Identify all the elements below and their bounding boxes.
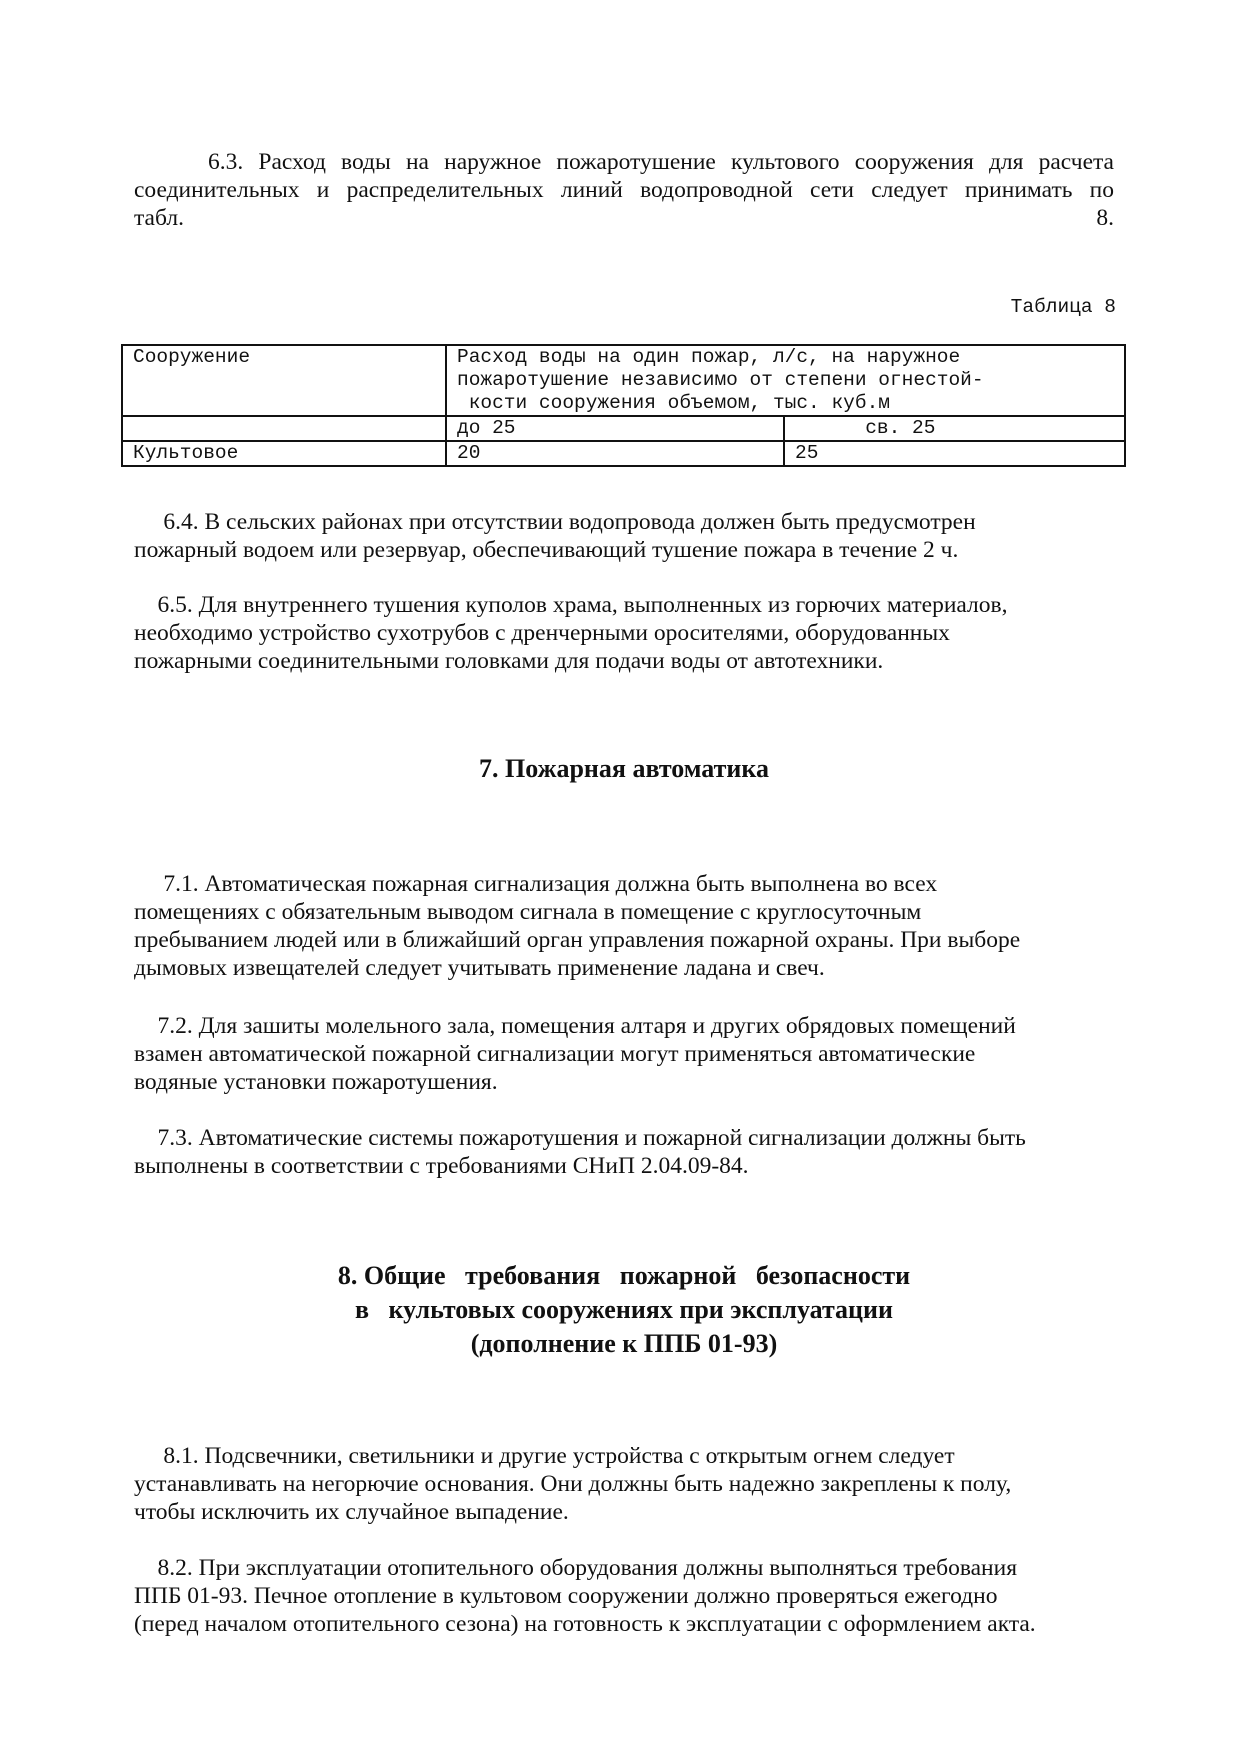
header-line: пожаротушение независимо от степени огнестой- <box>457 369 984 391</box>
paragraph-6-3 <box>134 148 1114 232</box>
table-cell: до 25 <box>446 416 784 441</box>
table-cell: Культовое <box>122 441 446 466</box>
section-8-heading <box>134 1259 1114 1361</box>
paragraph-6-4 <box>134 508 1114 564</box>
paragraph-8-2 <box>134 1554 1114 1638</box>
paragraph-line: необходимо устройство сухотрубов с дренчерными оросителями, оборудованных <box>134 620 950 646</box>
paragraph-line: 8.2. При эксплуатации отопительного оборудования должны выполняться требования <box>134 1555 1018 1581</box>
paragraph-line: 7.2. Для зашиты молельного зала, помещения алтаря и других обрядовых помещений <box>134 1013 1016 1039</box>
paragraph-line: 7.1. Автоматическая пожарная сигнализация должна быть выполнена во всех <box>134 871 938 897</box>
header-line: Расход воды на один пожар, л/с, на наружное <box>457 346 961 368</box>
section-title-line: 8. Общие требования пожарной безопасности <box>337 1261 911 1290</box>
table-caption: Таблица 8 <box>1010 296 1116 318</box>
paragraph-7-2 <box>134 1012 1114 1096</box>
paragraph-8-1 <box>134 1442 1114 1526</box>
paragraph-line <box>134 204 1114 232</box>
paragraph-line: пожарный водоем или резервуар, обеспечивающий тушение пожара в течение 2 ч. <box>134 537 959 563</box>
paragraph-line: пожарными соединительными головками для подачи воды от автотехники. <box>134 648 884 674</box>
paragraph-7-3 <box>134 1124 1114 1180</box>
section-title-line: (дополнение к ППБ 01-93) <box>470 1329 778 1358</box>
paragraph-line: взамен автоматической пожарной сигнализации могут применяться автоматические <box>134 1041 976 1067</box>
table-reference-number: 8. <box>1096 205 1114 231</box>
paragraph-line: дымовых извещателей следует учитывать применение ладана и свеч. <box>134 955 825 981</box>
table-8 <box>121 344 1126 467</box>
header-line: кости сооружения объемом, тыс. куб.м <box>457 392 890 414</box>
paragraph-line: соединительных и распределительных линий водопроводной сети следует принимать по <box>134 177 1114 203</box>
table-reference-label: табл. <box>134 205 184 231</box>
paragraph-line: (перед началом отопительного сезона) на готовность к эксплуатации с оформлением акта. <box>134 1611 1036 1637</box>
paragraph-7-1 <box>134 870 1114 982</box>
table-row <box>122 441 1125 466</box>
paragraph-line: помещениях с обязательным выводом сигнала в помещение с круглосуточным <box>134 899 922 925</box>
table-cell: св. 25 <box>784 416 1125 441</box>
section-title-line: в культовых сооружениях при эксплуатации <box>355 1295 893 1324</box>
paragraph-line: ППБ 01-93. Печное отопление в культовом сооружении должно проверяться ежегодно <box>134 1583 998 1609</box>
paragraph-line: 6.5. Для внутреннего тушения куполов храма, выполненных из горючих материалов, <box>134 592 1008 618</box>
table-header-cell <box>446 345 1125 416</box>
table-header-row <box>122 345 1125 416</box>
paragraph-line: устанавливать на негорючие основания. Они должны быть надежно закреплены к полу, <box>134 1471 1012 1497</box>
paragraph-line: чтобы исключить их случайное выпадение. <box>134 1499 569 1525</box>
table-cell: 20 <box>446 441 784 466</box>
table-cell <box>122 416 446 441</box>
paragraph-line: 7.3. Автоматические системы пожаротушения и пожарной сигнализации должны быть <box>134 1125 1026 1151</box>
paragraph-line: выполнены в соответствии с требованиями СНиП 2.04.09-84. <box>134 1153 749 1179</box>
paragraph-line: 8.1. Подсвечники, светильники и другие устройства с открытым огнем следует <box>134 1443 955 1469</box>
paragraph-line: 6.4. В сельских районах при отсутствии водопровода должен быть предусмотрен <box>134 509 976 535</box>
table-header-cell <box>122 345 446 416</box>
paragraph-line: 6.3. Расход воды на наружное пожаротушение культового сооружения для расчета <box>208 149 1114 175</box>
table-subheader-row <box>122 416 1125 441</box>
paragraph-line: водяные установки пожаротушения. <box>134 1069 498 1095</box>
table-cell: 25 <box>784 441 1125 466</box>
paragraph-line: пребыванием людей или в ближайший орган управления пожарной охраны. При выборе <box>134 927 1021 953</box>
section-title: 7. Пожарная автоматика <box>479 754 769 783</box>
section-7-heading <box>134 752 1114 786</box>
header-structure-label: Сооружение <box>133 346 251 368</box>
paragraph-6-5 <box>134 591 1114 675</box>
